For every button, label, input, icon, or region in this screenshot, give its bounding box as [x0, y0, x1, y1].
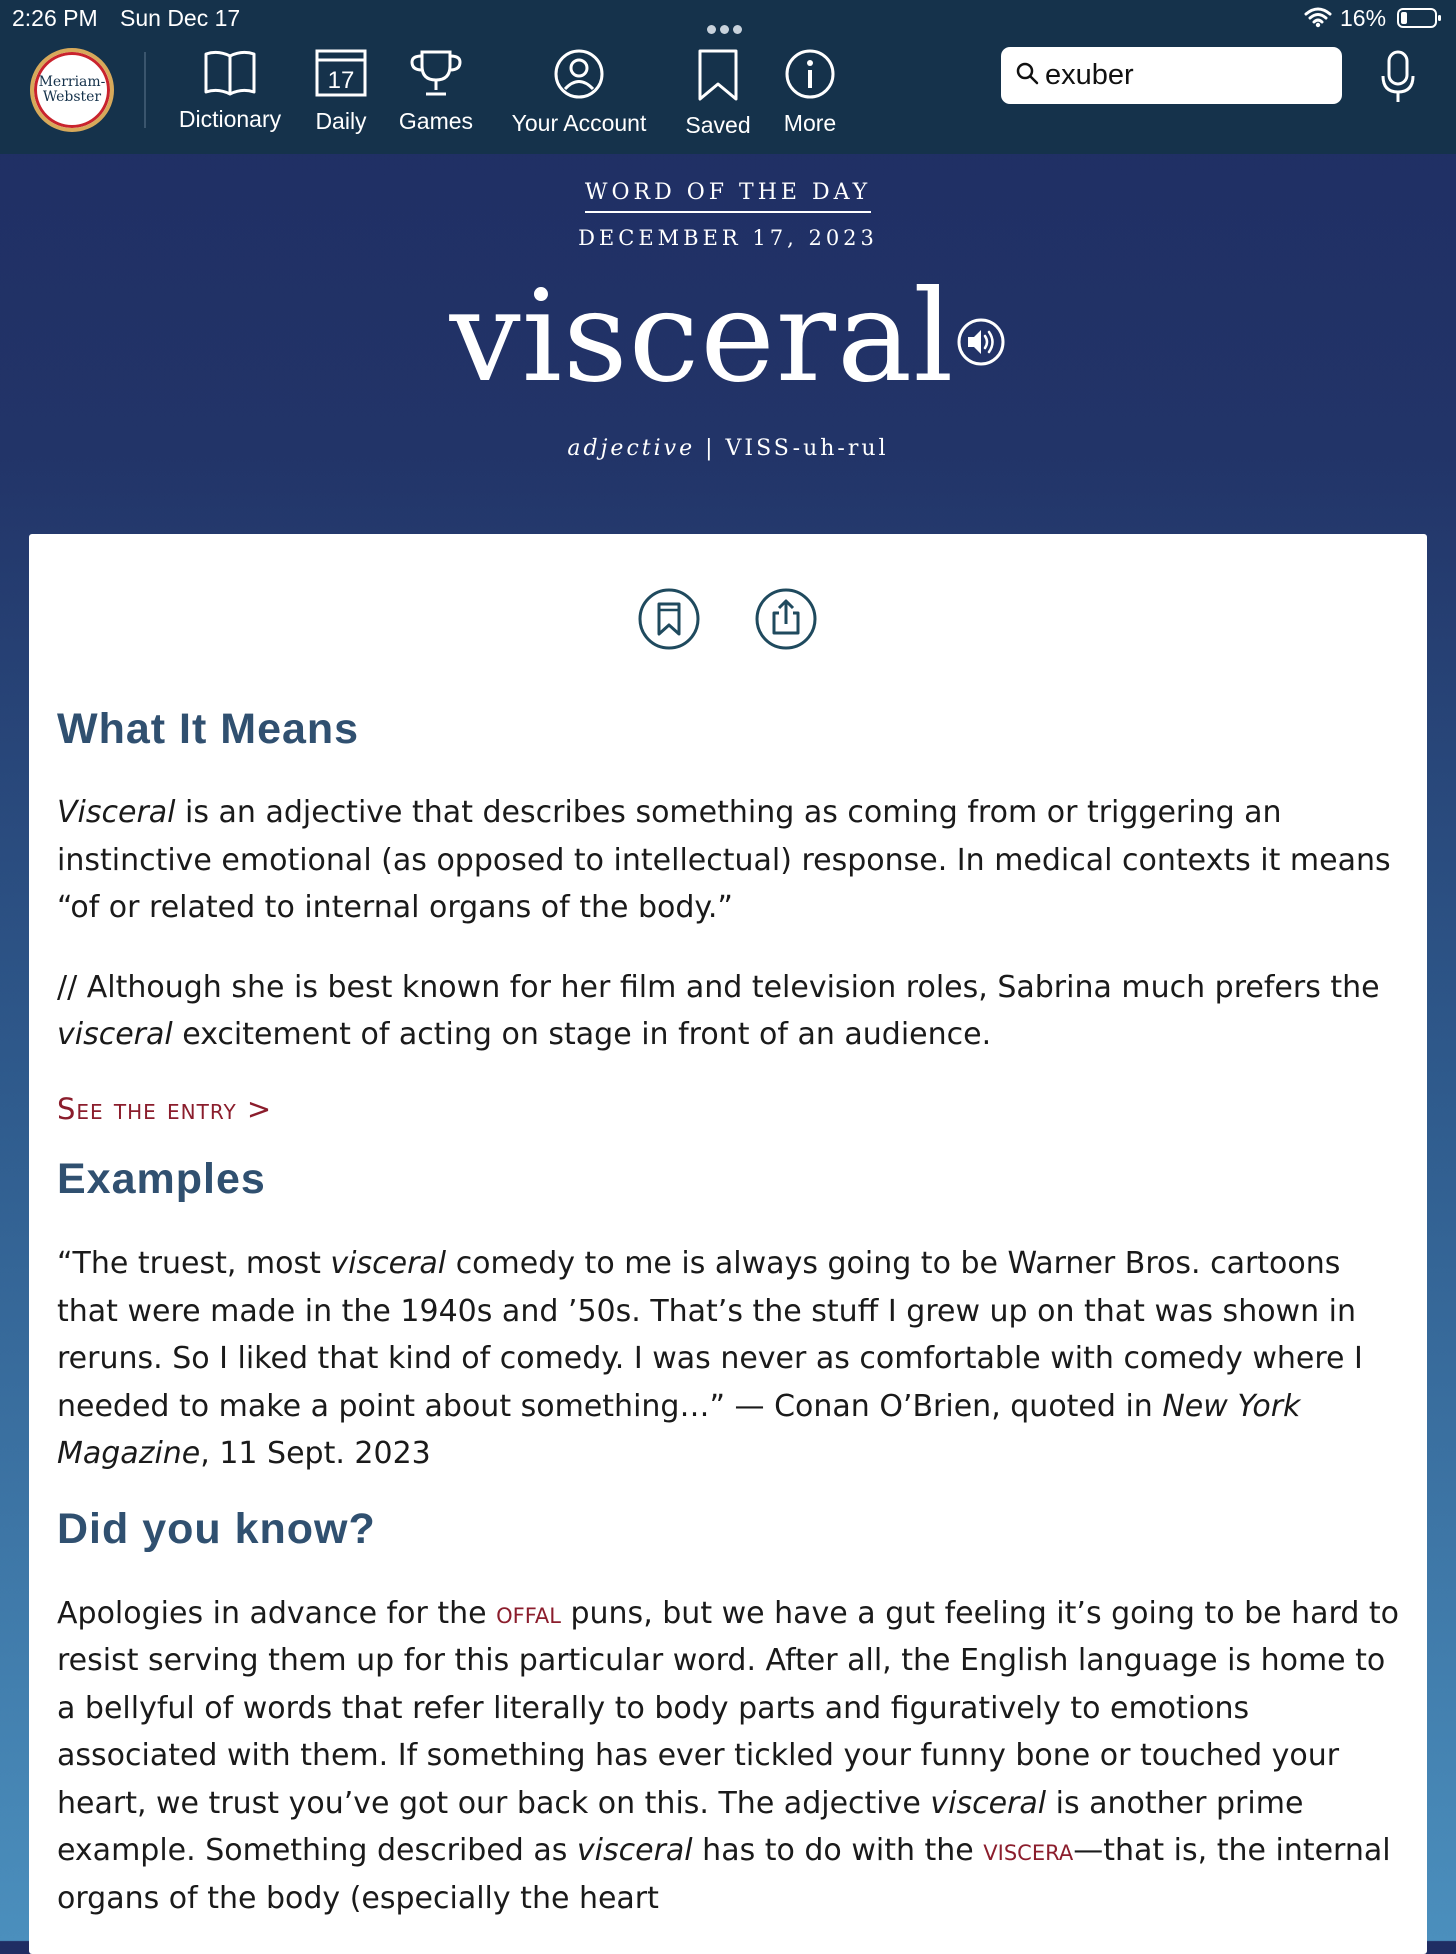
nav-label: Dictionary: [178, 106, 282, 132]
see-entry-paragraph: [57, 1086, 1409, 1134]
definition-text: is an adjective that describes something as coming from or triggering an instinctive emotional (as opposed to intellectual) response. In medical contexts it means “of or related to internal organs of the body.”: [57, 795, 1391, 925]
viscera-link[interactable]: viscera: [983, 1833, 1074, 1868]
example-quote: [57, 1240, 1409, 1478]
examples-heading: Examples: [57, 1155, 266, 1203]
search-input[interactable]: [1045, 55, 1330, 95]
usage-paragraph: [57, 964, 1409, 1059]
definition-paragraph: [57, 789, 1409, 932]
trophy-icon: [408, 48, 464, 98]
nav-saved[interactable]: [681, 48, 755, 148]
did-you-know-paragraph: [57, 1590, 1409, 1923]
part-of-speech: adjective: [567, 436, 696, 461]
wotd-label: [0, 180, 1456, 213]
nav-games[interactable]: [396, 48, 476, 148]
pronunciation: VISS-uh-rul: [725, 436, 889, 461]
nav-daily[interactable]: [306, 48, 376, 148]
book-icon: [202, 48, 258, 96]
dyk-text-1: Apologies in advance for the: [57, 1595, 497, 1631]
wifi-icon: [1304, 6, 1332, 28]
dyk-text-3: is another prime example. Something described as: [57, 1785, 1304, 1868]
search-box[interactable]: [1001, 47, 1342, 104]
card-content: [57, 704, 1409, 1922]
usage-word: visceral: [57, 1017, 173, 1052]
battery-percent: 16%: [1340, 5, 1387, 31]
dyk-text-2: puns, but we have a gut feeling it’s going to be hard to resist serving them up for this particular word. After all, the English language is home to a bellyful of words that refer literally to body parts and figuratively to emotions associated with them. If something has ever tickled your funny bone or touched your heart, we trust you’ve got our back on this. The adjective: [57, 1595, 1400, 1821]
what-it-means-heading: What It Means: [57, 705, 360, 753]
dyk-text-5: —that is, the internal organs of the body (especially the heart: [57, 1833, 1391, 1916]
dyk-word-1: visceral: [930, 1785, 1047, 1821]
logo-line-2: Webster: [42, 89, 102, 105]
nav-label: Saved: [685, 112, 751, 138]
search-icon: [1015, 61, 1039, 85]
status-bar: [0, 0, 1456, 36]
status-date: Sun Dec 17: [120, 5, 241, 31]
account-icon: [553, 48, 605, 100]
logo-line-1: Merriam-: [38, 74, 106, 90]
quote-source: New York Magazine: [57, 1388, 1301, 1471]
top-nav: [0, 36, 1456, 154]
wotd-label-text: WORD OF THE DAY: [585, 180, 871, 213]
wotd-word: visceral: [449, 263, 955, 410]
nav-label: Daily: [315, 108, 367, 134]
card-actions: [29, 588, 1427, 654]
quote-word: visceral: [330, 1246, 447, 1281]
offal-link[interactable]: offal: [496, 1595, 561, 1631]
battery-icon: [1397, 8, 1443, 28]
share-icon[interactable]: [755, 588, 817, 650]
status-time: 2:26 PM: [12, 5, 98, 31]
did-you-know-heading: Did you know?: [57, 1504, 376, 1553]
bookmark-icon: [696, 48, 740, 102]
nav-label: Games: [398, 108, 474, 134]
save-bookmark-icon[interactable]: [638, 588, 700, 650]
calendar-day: 17: [327, 67, 355, 94]
quote-start: “The truest, most: [57, 1246, 331, 1281]
definition-word: Visceral: [57, 795, 176, 830]
content-card: [29, 534, 1427, 1954]
usage-text-start: // Although she is best known for her film and television roles, Sabrina much prefers the: [57, 969, 1380, 1005]
pos-separator: |: [705, 436, 716, 461]
nav-label: Your Account: [511, 110, 647, 136]
nav-dictionary[interactable]: [174, 48, 286, 148]
info-icon: [784, 48, 836, 100]
quote-middle: comedy to me is always going to be Warner Bros. cartoons that were made in the 1940s and ’50s. That’s the stuff I grew up on that was shown in reruns. So I liked that kind of comedy. I was never as comfortable with comedy where I needed to make a point about something…” — Conan O’Brien, quoted in: [57, 1246, 1363, 1424]
speaker-icon[interactable]: [956, 317, 1006, 367]
wotd-pos-line: [0, 436, 1456, 461]
nav-label: More: [783, 110, 837, 136]
nav-your-account[interactable]: [505, 48, 653, 148]
nav-more[interactable]: [777, 48, 843, 148]
see-the-entry-link[interactable]: See the entry >: [57, 1091, 273, 1126]
dyk-word-2: visceral: [576, 1833, 693, 1868]
multitasking-dots-icon[interactable]: [707, 13, 749, 23]
wotd-word-line: [0, 262, 1456, 412]
nav-divider: [144, 52, 146, 128]
merriam-webster-logo[interactable]: [30, 48, 114, 132]
wotd-date: DECEMBER 17, 2023: [578, 226, 878, 250]
dyk-text-4: has to do with the: [692, 1833, 984, 1868]
calendar-icon: [314, 48, 368, 98]
microphone-icon[interactable]: [1380, 50, 1416, 106]
quote-end: , 11 Sept. 2023: [200, 1436, 431, 1471]
usage-text-end: excitement of acting on stage in front of an audience.: [172, 1017, 992, 1052]
